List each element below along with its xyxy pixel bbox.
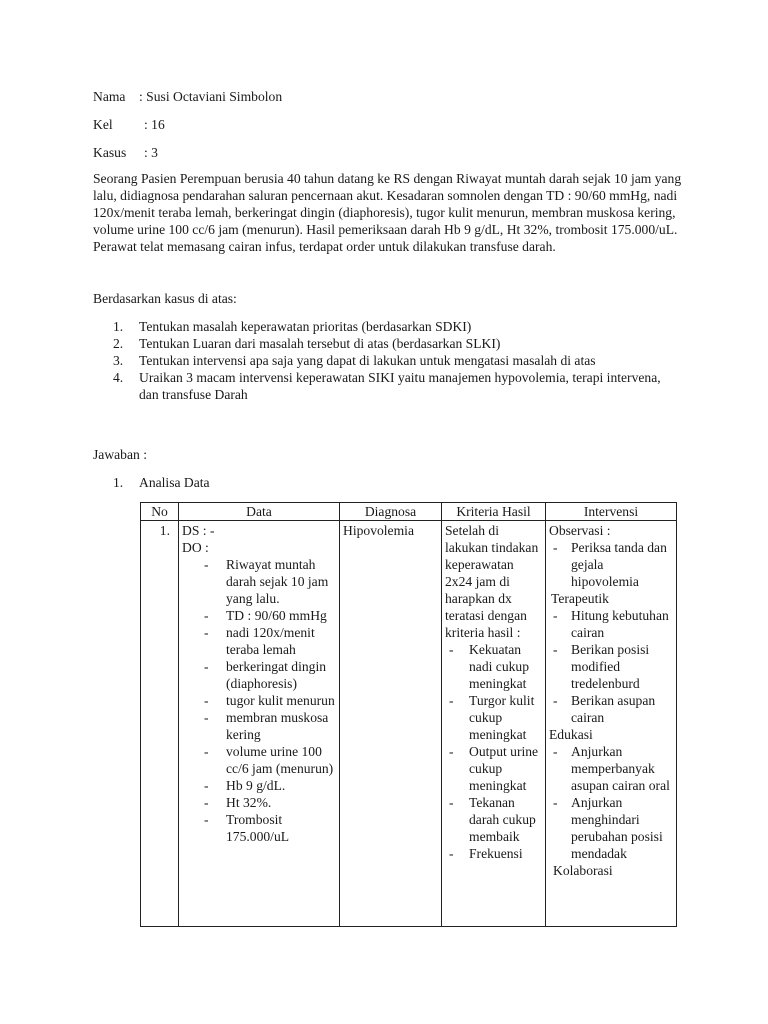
list-item: - Frekuensi bbox=[449, 846, 523, 861]
terapeutik-label: Terapeutik bbox=[551, 591, 609, 606]
list-item: - Berikan asupan cairan bbox=[553, 693, 656, 725]
kel-label: Kel bbox=[93, 117, 113, 132]
table-header-row bbox=[141, 503, 677, 521]
table-row bbox=[141, 521, 677, 927]
cell-diagnosa: Hipovolemia bbox=[340, 521, 442, 927]
list-item: - tugor kulit menurun bbox=[204, 693, 335, 708]
list-item: - membran muskosa kering bbox=[204, 710, 329, 742]
list-item: - Ht 32%. bbox=[204, 795, 272, 810]
nama-label: Nama bbox=[93, 89, 126, 104]
ds-line: DS : - bbox=[182, 523, 215, 538]
list-item: - Output urine cukup meningkat bbox=[449, 744, 539, 793]
nama-value: : Susi Octaviani Simbolon bbox=[139, 89, 283, 104]
list-item: - Tekanan darah cukup membaik bbox=[449, 795, 536, 844]
header-intervensi: Intervensi bbox=[546, 503, 677, 521]
kasus-row bbox=[93, 144, 158, 161]
analysis-title: Analisa Data bbox=[139, 475, 210, 490]
cell-no: 1. bbox=[141, 521, 179, 927]
header-diagnosa: Diagnosa bbox=[340, 503, 442, 521]
question-text: Tentukan intervensi apa saja yang dapat di lakukan untuk mengatasi masalah di atas bbox=[139, 353, 596, 368]
nama-row bbox=[93, 88, 282, 105]
questions-list bbox=[113, 318, 683, 403]
question-number: 4. bbox=[113, 370, 124, 385]
list-item: - Riwayat muntah darah sejak 10 jam yang lalu. bbox=[204, 557, 329, 606]
list-item: - Anjurkan menghindari perubahan posisi mendadak bbox=[553, 795, 663, 861]
case-text: Seorang Pasien Perempuan berusia 40 tahun datang ke RS dengan Riwayat muntah darah sejak 10 jam yang lalu, didiagnosa pendarahan saluran pencernaan akut. Kesadaran somnolen dengan TD : 90/60 mmHg, nadi 120x/menit teraba lemah, berkeringat dingin (diaphoresis), tugor kulit menurun, membran muskosa kering, volume urine 100 cc/6 jam (menurun). Hasil pemeriksaan darah Hb 9 g/dL, Ht 32%, trombosit 175.000/uL. Perawat telat memasang cairan infus, terdapat order untuk dilakukan transfuse darah. bbox=[93, 171, 682, 254]
kel-row bbox=[93, 116, 165, 133]
list-item: - Kekuatan nadi cukup meningkat bbox=[449, 642, 530, 691]
cell-intervensi bbox=[546, 521, 677, 927]
list-item: - Periksa tanda dan gejala hipovolemia bbox=[553, 540, 667, 589]
question-number: 3. bbox=[113, 353, 124, 368]
question-text: Uraikan 3 macam intervensi keperawatan SIKI yaitu manajemen hypovolemia, terapi intervena, dan transfuse Darah bbox=[139, 370, 661, 402]
kriteria-list bbox=[445, 641, 542, 862]
edukasi-list bbox=[549, 743, 673, 862]
do-line: DO : bbox=[182, 540, 209, 555]
question-item bbox=[113, 318, 683, 335]
kasus-value: : 3 bbox=[144, 145, 158, 160]
case-paragraph bbox=[93, 170, 683, 255]
analysis-heading bbox=[113, 474, 210, 491]
analysis-table bbox=[140, 502, 677, 927]
list-item: - Hb 9 g/dL. bbox=[204, 778, 286, 793]
list-item: - volume urine 100 cc/6 jam (menurun) bbox=[204, 744, 334, 776]
observasi-list bbox=[549, 539, 673, 590]
header-no: No bbox=[141, 503, 179, 521]
list-item: - nadi 120x/menit teraba lemah bbox=[204, 625, 315, 657]
list-item: - TD : 90/60 mmHg bbox=[204, 608, 327, 623]
kolaborasi-label: Kolaborasi bbox=[553, 863, 613, 878]
header-kriteria: Kriteria Hasil bbox=[442, 503, 546, 521]
header-data: Data bbox=[179, 503, 340, 521]
list-item: - Turgor kulit cukup meningkat bbox=[449, 693, 535, 742]
terapeutik-list bbox=[549, 607, 673, 726]
question-text: Tentukan masalah keperawatan prioritas (berdasarkan SDKI) bbox=[139, 319, 472, 334]
question-item bbox=[113, 335, 683, 352]
cell-data bbox=[179, 521, 340, 927]
cell-kriteria bbox=[442, 521, 546, 927]
answer-label: Jawaban : bbox=[93, 447, 147, 462]
question-item bbox=[113, 352, 683, 369]
list-item: - Trombosit 175.000/uL bbox=[204, 812, 290, 844]
question-item bbox=[113, 369, 683, 403]
observasi-label: Observasi : bbox=[549, 523, 611, 538]
data-list bbox=[182, 556, 336, 845]
question-text: Tentukan Luaran dari masalah tersebut di atas (berdasarkan SLKI) bbox=[139, 336, 501, 351]
kriteria-intro: Setelah di lakukan tindakan keperawatan 2x24 jam di harapkan dx teratasi dengan kriteria hasil : bbox=[445, 523, 539, 640]
list-item: - Berikan posisi modified tredelenburd bbox=[553, 642, 650, 691]
list-item: - Hitung kebutuhan cairan bbox=[553, 608, 669, 640]
edukasi-label: Edukasi bbox=[549, 727, 593, 742]
kasus-label: Kasus bbox=[93, 145, 127, 160]
question-number: 1. bbox=[113, 319, 124, 334]
list-item: - berkeringat dingin (diaphoresis) bbox=[204, 659, 327, 691]
analysis-number: 1. bbox=[113, 475, 124, 490]
kel-value: : 16 bbox=[144, 117, 165, 132]
list-item: - Anjurkan memperbanyak asupan cairan oral bbox=[553, 744, 670, 793]
questions-intro: Berdasarkan kasus di atas: bbox=[93, 291, 237, 306]
question-number: 2. bbox=[113, 336, 124, 351]
